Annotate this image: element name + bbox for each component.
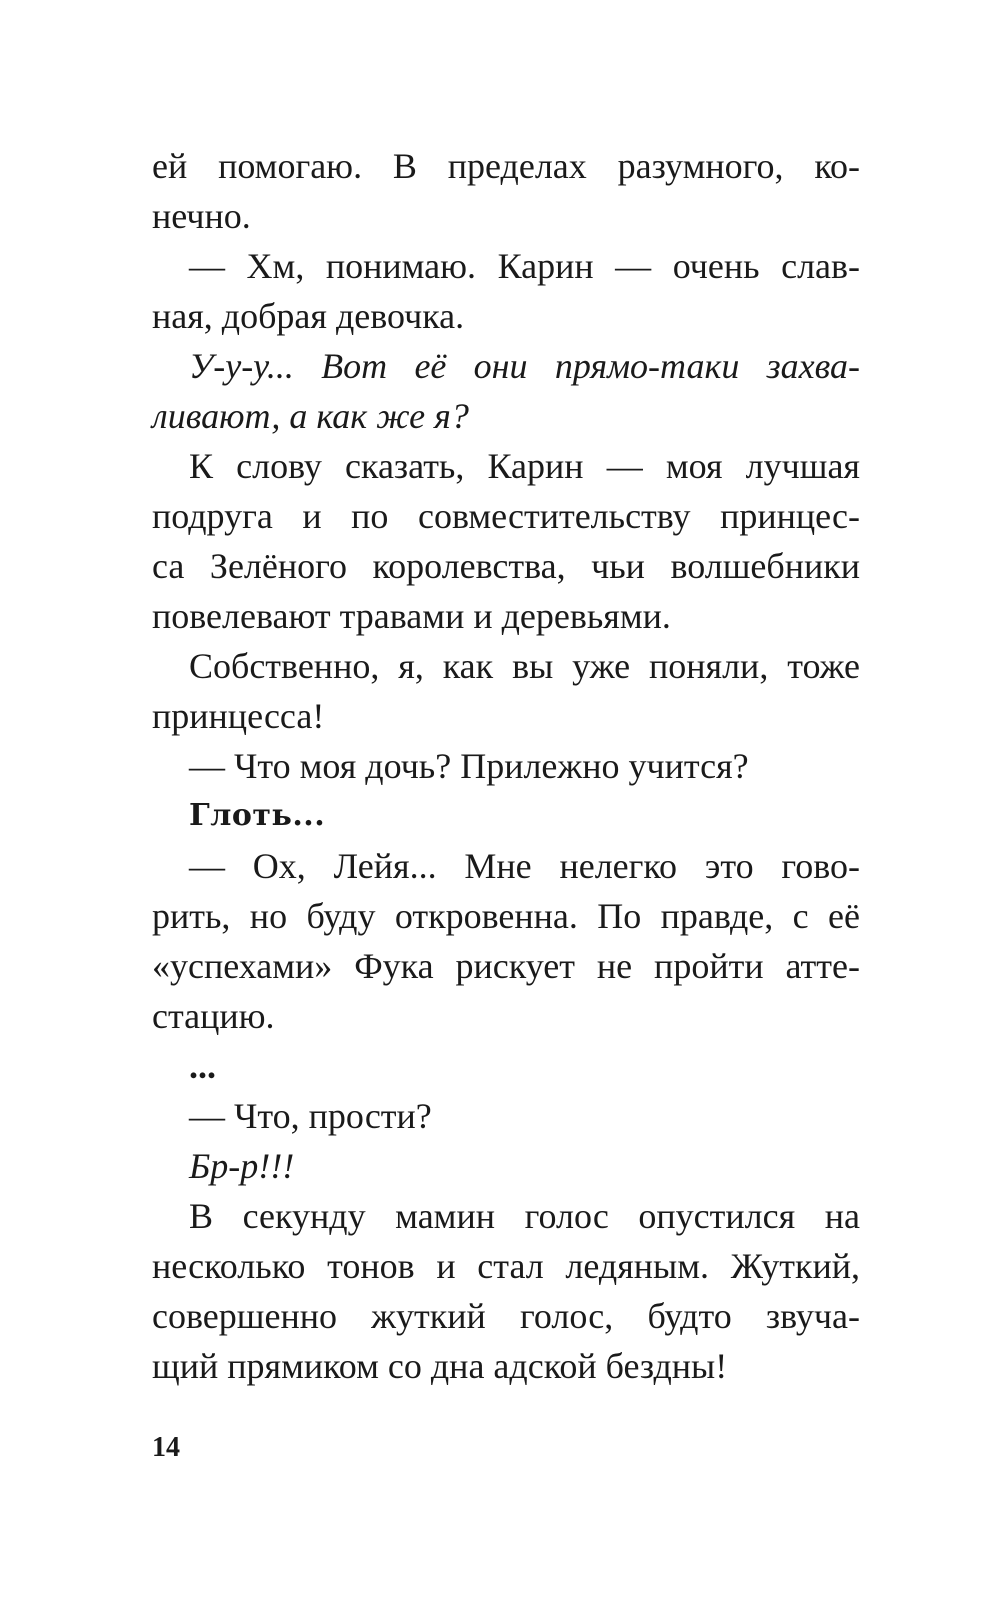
text-line: — Что, прости?	[189, 1096, 432, 1136]
text-line: У-у-у... Вот её они прямо-таки захва-	[189, 346, 860, 386]
text-line: совершенно жуткий голос, будто звуча-	[152, 1296, 860, 1336]
text-line: щий прямиком со дна адской бездны!	[152, 1346, 728, 1386]
text-line: Бр-р!!!	[189, 1146, 295, 1186]
text-line: подруга и по совместительству принцес-	[152, 496, 860, 536]
text-line: Собственно, я, как вы уже поняли, тоже	[189, 646, 860, 686]
text-line: Глоть...	[189, 798, 326, 833]
text-line: — Ох, Лейя... Мне нелегко это гово-	[189, 846, 860, 886]
page-number: 14	[152, 1432, 180, 1463]
text-line: — Что моя дочь? Прилежно учится?	[189, 746, 749, 786]
page-body	[152, 141, 860, 1391]
text-line: са Зелёного королевства, чьи волшебники	[152, 546, 860, 586]
text-line: повелевают травами и деревьями.	[152, 596, 671, 636]
text-line: ливают, а как же я?	[152, 396, 469, 436]
text-line: принцесса!	[152, 696, 325, 736]
text-line: — Хм, понимаю. Карин — очень слав-	[189, 246, 860, 286]
text-line: несколько тонов и стал ледяным. Жуткий,	[152, 1246, 860, 1286]
text-line: В секунду мамин голос опустился на	[189, 1196, 860, 1236]
text-line: нечно.	[152, 196, 251, 236]
text-line: ей помогаю. В пределах разумного, ко-	[152, 146, 860, 186]
text-line: рить, но буду откровенна. По правде, с её	[152, 896, 860, 936]
text-line: ная, добрая девочка.	[152, 296, 465, 336]
text-line: «успехами» Фука рискует не пройти атте-	[152, 946, 860, 986]
text-line: К слову сказать, Карин — моя лучшая	[189, 446, 860, 486]
text-line: ...	[189, 1046, 216, 1086]
text-line: стацию.	[152, 996, 275, 1036]
